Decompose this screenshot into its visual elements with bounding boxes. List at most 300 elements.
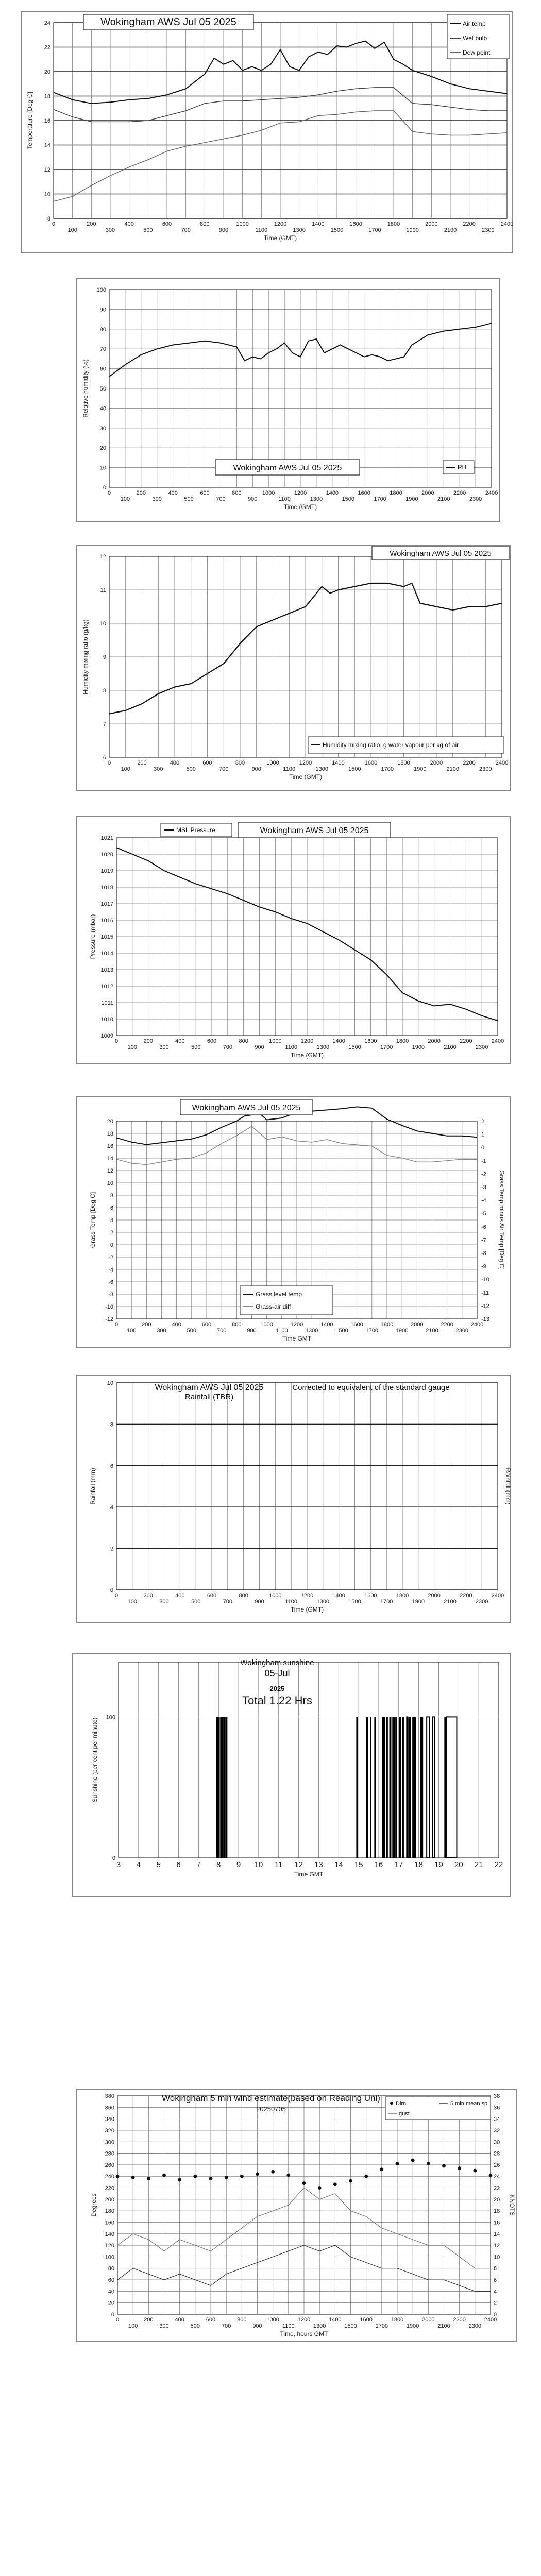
wind-chart — [77, 2090, 518, 2343]
y-tick-label: 18 — [44, 93, 50, 100]
pressure-chart — [77, 817, 512, 1065]
legend-entry: Air temp — [463, 20, 486, 27]
x-tick-label: 1900 — [412, 1044, 425, 1050]
legend-entry: 5 min mean sp — [450, 2100, 488, 2107]
direction-point — [302, 2181, 306, 2185]
x-tick-label: 1600 — [349, 221, 362, 227]
y-tick-label: 120 — [105, 2243, 114, 2249]
y-tick-label: 1010 — [100, 1016, 113, 1023]
chart-title-box — [83, 14, 253, 30]
x-tick-label: 1100 — [282, 2323, 295, 2329]
x-tick-label: 1100 — [283, 766, 296, 772]
y2-tick-label: 8 — [494, 2265, 497, 2272]
y-tick-label: 1020 — [100, 852, 113, 858]
x-tick-label: 700 — [181, 227, 191, 233]
x-tick-label: 20 — [454, 1860, 463, 1869]
y-tick-label: 12 — [44, 167, 50, 173]
chart-title: Wokingham 5 min wind estimate(based on Reading Uni) — [162, 2093, 380, 2103]
x-tick-label: 600 — [201, 1321, 212, 1328]
chart-title: Wokingham AWS Jul 05 2025 — [192, 1104, 301, 1112]
x-tick-label: 1900 — [406, 2323, 419, 2329]
x-tick-label: 6 — [176, 1860, 181, 1869]
x-tick-label: 0 — [115, 2317, 120, 2323]
y2-tick-label: -7 — [481, 1237, 486, 1244]
y-tick-label: 8 — [110, 1421, 113, 1428]
y2-tick-label: 0 — [494, 2312, 497, 2318]
x-tick-label: 100 — [128, 2323, 138, 2329]
direction-point — [442, 2164, 446, 2168]
wind-chart-panel — [76, 2089, 517, 2342]
sunshine-bar — [433, 1717, 435, 1858]
x-tick-label: 500 — [191, 1044, 201, 1050]
y-tick-label: 24 — [44, 20, 50, 26]
x-tick-label: 500 — [190, 2323, 200, 2329]
x-tick-label: 300 — [157, 1328, 166, 1334]
y-tick-label: 80 — [99, 326, 106, 333]
y2-tick-label: 26 — [494, 2162, 500, 2168]
chart-title-box — [215, 460, 360, 475]
y-tick-label: 4 — [110, 1504, 113, 1511]
x-tick-label: 1800 — [380, 1321, 394, 1328]
y-tick-label: 220 — [105, 2185, 114, 2192]
x-tick-label: 2200 — [463, 221, 476, 227]
y2-tick-label: 6 — [494, 2277, 497, 2284]
x-tick-label: 1800 — [396, 1592, 409, 1599]
x-tick-label: 2400 — [485, 490, 498, 496]
x-tick-label: 12 — [294, 1860, 303, 1869]
y2-tick-label: -10 — [481, 1277, 489, 1283]
x-tick-label: 3 — [116, 1860, 121, 1869]
x-tick-label: 0 — [107, 760, 111, 766]
chart-subtitle: 05-Jul — [264, 1668, 290, 1679]
x-tick-label: 2100 — [437, 496, 450, 502]
x-tick-label: 2100 — [437, 2323, 450, 2329]
x-tick-label: 400 — [172, 1321, 181, 1328]
y2-tick-label: -4 — [481, 1197, 486, 1204]
sunshine-bar — [407, 1717, 408, 1858]
x-tick-label: 2000 — [430, 760, 443, 766]
x-tick-label: 300 — [105, 227, 115, 233]
x-tick-label: 300 — [152, 496, 162, 502]
y2-tick-label: -13 — [481, 1316, 489, 1323]
x-tick-label: 700 — [216, 496, 226, 502]
x-tick-label: 1300 — [316, 1599, 330, 1605]
x-tick-label: 1200 — [297, 2317, 311, 2323]
x-tick-label: 2200 — [463, 760, 476, 766]
x-tick-label: 200 — [144, 2317, 154, 2323]
x-tick-label: 1500 — [330, 227, 344, 233]
x-tick-label: 1300 — [310, 496, 323, 502]
x-tick-label: 1300 — [305, 1328, 318, 1334]
y-tick-label: 9 — [103, 654, 106, 660]
x-tick-label: 1900 — [412, 1599, 425, 1605]
direction-point — [271, 2170, 275, 2174]
y-tick-label: 300 — [105, 2139, 114, 2146]
x-tick-label: 1000 — [260, 1321, 273, 1328]
y2-axis-label: KNOTS — [509, 2194, 516, 2216]
x-tick-label: 2200 — [453, 490, 466, 496]
x-axis-label: Time GMT — [282, 1335, 312, 1342]
direction-point — [364, 2175, 368, 2178]
x-tick-label: 1200 — [299, 760, 312, 766]
humidity-chart — [77, 279, 501, 523]
x-tick-label: 1000 — [269, 1592, 282, 1599]
chart-title: Wokingham AWS Jul 05 2025 — [155, 1383, 264, 1392]
y2-tick-label: -1 — [481, 1158, 486, 1164]
x-tick-label: 1600 — [364, 1038, 377, 1044]
x-tick-label: 1900 — [406, 227, 419, 233]
x-tick-label: 400 — [175, 2317, 184, 2323]
direction-point — [380, 2167, 383, 2171]
x-tick-label: 900 — [248, 496, 258, 502]
direction-point — [240, 2175, 244, 2178]
x-tick-label: 2400 — [495, 760, 509, 766]
x-tick-label: 1400 — [312, 221, 325, 227]
y-tick-label: 10 — [99, 465, 106, 471]
y-tick-label: 1018 — [100, 885, 113, 891]
y-tick-label: 6 — [110, 1463, 113, 1469]
x-tick-label: 600 — [207, 1038, 217, 1044]
legend-entry: Dirn — [396, 2100, 407, 2107]
x-tick-label: 1200 — [300, 1038, 314, 1044]
x-tick-label: 2300 — [468, 2323, 482, 2329]
x-tick-label: 2100 — [446, 766, 459, 772]
x-tick-label: 14 — [334, 1860, 343, 1869]
x-tick-label: 1800 — [390, 490, 402, 496]
x-tick-label: 400 — [175, 1038, 185, 1044]
y-axis-label: Rainfall (mm) — [89, 1468, 96, 1505]
x-tick-label: 1700 — [380, 1599, 393, 1605]
y-tick-label: 100 — [96, 287, 106, 293]
temperature-chart-panel — [21, 11, 513, 253]
chart-title: Wokingham AWS Jul 05 2025 — [260, 826, 369, 835]
y-tick-label: 0 — [112, 1855, 115, 1861]
y2-tick-label: 2 — [481, 1118, 485, 1125]
y-tick-label: 340 — [105, 2116, 114, 2123]
x-tick-label: 700 — [223, 1599, 233, 1605]
chart-title: Wokingham AWS Jul 05 2025 — [100, 16, 236, 28]
x-tick-label: 900 — [218, 227, 229, 233]
x-tick-label: 1000 — [266, 2317, 279, 2323]
x-tick-label: 1100 — [285, 1599, 297, 1605]
y-tick-label: 140 — [105, 2231, 114, 2238]
chart-subtitle: 20250705 — [256, 2105, 286, 2113]
x-tick-label: 1900 — [395, 1328, 409, 1334]
x-tick-label: 500 — [184, 496, 194, 502]
y-tick-label: 380 — [105, 2093, 114, 2099]
y-tick-label: 100 — [105, 2254, 114, 2261]
x-tick-label: 1500 — [344, 2323, 357, 2329]
chart-title: Wokingham sunshine — [240, 1658, 314, 1667]
x-tick-label: 2000 — [425, 221, 438, 227]
x-tick-label: 1200 — [274, 221, 287, 227]
x-tick-label: 2400 — [470, 1321, 484, 1328]
x-tick-label: 1600 — [364, 1592, 377, 1599]
x-tick-label: 1900 — [405, 496, 418, 502]
x-tick-label: 1600 — [364, 760, 378, 766]
y2-tick-label: -5 — [481, 1211, 486, 1217]
x-tick-label: 21 — [474, 1860, 483, 1869]
chart-total: Total 1.22 Hrs — [242, 1694, 312, 1707]
direction-point — [349, 2179, 352, 2183]
y-tick-label: 8 — [103, 688, 106, 694]
direction-point — [209, 2177, 213, 2180]
x-tick-label: 800 — [232, 490, 242, 496]
x-tick-label: 2000 — [411, 1321, 424, 1328]
y-tick-label: 16 — [107, 1143, 113, 1149]
y2-tick-label: 18 — [494, 2208, 500, 2215]
x-tick-label: 400 — [124, 221, 134, 227]
y-tick-label: -10 — [105, 1304, 113, 1310]
x-tick-label: 800 — [232, 1321, 242, 1328]
y-axis-label: Grass Temp [Deg C] — [89, 1192, 96, 1248]
y-tick-label: 11 — [100, 587, 106, 594]
x-tick-label: 0 — [114, 1592, 119, 1599]
x-tick-label: 1000 — [266, 760, 279, 766]
x-tick-label: 500 — [186, 766, 196, 772]
y-tick-label: 180 — [105, 2208, 114, 2215]
y-tick-label: 100 — [106, 1714, 115, 1721]
y2-tick-label: -2 — [481, 1171, 486, 1178]
plot-area — [119, 1662, 499, 1858]
x-tick-label: 100 — [120, 496, 130, 502]
x-tick-label: 1800 — [387, 221, 400, 227]
direction-point — [116, 2175, 120, 2178]
x-tick-label: 2200 — [460, 1038, 472, 1044]
direction-point — [286, 2174, 290, 2177]
y-axis-label: Sunshine (per cent per minute) — [91, 1717, 98, 1803]
x-tick-label: 4 — [136, 1860, 141, 1869]
y-tick-label: 6 — [110, 1205, 113, 1211]
x-tick-label: 1300 — [293, 227, 306, 233]
x-tick-label: 2400 — [500, 221, 514, 227]
y-tick-label: -8 — [108, 1292, 113, 1298]
temperature-chart — [22, 12, 514, 255]
x-axis-label: Time (GMT) — [283, 503, 317, 511]
legend-swatch — [390, 2102, 393, 2105]
x-tick-label: 200 — [142, 1321, 151, 1328]
chart-title-box — [180, 1099, 312, 1115]
direction-point — [193, 2175, 197, 2178]
y2-tick-label: 38 — [494, 2093, 500, 2099]
y-tick-label: 80 — [108, 2265, 114, 2272]
x-tick-label: 400 — [168, 490, 178, 496]
x-tick-label: 1100 — [255, 227, 268, 233]
x-tick-label: 1700 — [365, 1328, 379, 1334]
y2-tick-label: -11 — [481, 1290, 489, 1296]
y-tick-label: 1021 — [100, 835, 113, 841]
x-tick-label: 1000 — [262, 490, 275, 496]
x-tick-label: 2000 — [428, 1038, 441, 1044]
x-tick-label: 400 — [170, 760, 180, 766]
legend-entry: RH — [458, 464, 467, 471]
x-tick-label: 900 — [251, 766, 261, 772]
x-tick-label: 1000 — [269, 1038, 282, 1044]
x-tick-label: 1800 — [396, 1038, 409, 1044]
chart-year: 2025 — [269, 1685, 285, 1692]
sunshine-bar — [427, 1717, 430, 1858]
y-tick-label: 260 — [105, 2162, 114, 2168]
x-tick-label: 100 — [127, 1044, 138, 1050]
x-tick-label: 10 — [254, 1860, 263, 1869]
y-tick-label: 10 — [107, 1380, 113, 1386]
y-tick-label: 8 — [47, 216, 50, 222]
x-tick-label: 1500 — [348, 1044, 361, 1050]
x-axis-label: Time (GMT) — [290, 1052, 324, 1059]
x-tick-label: 1400 — [332, 1592, 345, 1599]
y-axis-label: Temperature [Deg C] — [26, 92, 33, 149]
direction-point — [473, 2169, 477, 2173]
direction-point — [427, 2162, 430, 2165]
direction-point — [318, 2186, 322, 2190]
y-tick-label: 20 — [108, 2300, 114, 2307]
legend-entry: Grass-air diff — [256, 1303, 291, 1310]
y-tick-label: 90 — [99, 307, 106, 313]
chart-title: Wokingham AWS Jul 05 2025 — [390, 549, 492, 558]
x-tick-label: 17 — [394, 1860, 403, 1869]
x-tick-label: 200 — [136, 490, 146, 496]
x-tick-label: 1600 — [350, 1321, 363, 1328]
x-tick-label: 1400 — [329, 2317, 342, 2323]
y-tick-label: 1013 — [100, 967, 113, 973]
y2-tick-label: -3 — [481, 1184, 486, 1191]
x-tick-label: 300 — [159, 1599, 169, 1605]
x-tick-label: 600 — [162, 221, 172, 227]
x-tick-label: 700 — [223, 1044, 233, 1050]
x-tick-label: 1600 — [360, 2317, 373, 2323]
y2-tick-label: 1 — [481, 1131, 485, 1138]
direction-point — [411, 2159, 415, 2162]
y-tick-label: 1012 — [100, 984, 113, 990]
y-tick-label: 4 — [110, 1217, 113, 1224]
legend-entry: Grass level temp — [256, 1291, 302, 1298]
x-tick-label: 100 — [67, 227, 77, 233]
mixing-ratio-chart — [77, 546, 512, 792]
x-tick-label: 9 — [236, 1860, 241, 1869]
chart-subtitle: Rainfall (TBR) — [184, 1393, 234, 1401]
x-tick-label: 900 — [252, 2323, 262, 2329]
y2-tick-label: -6 — [481, 1224, 486, 1230]
y-tick-label: 2 — [110, 1546, 113, 1552]
y-tick-label: 40 — [99, 405, 106, 412]
direction-point — [458, 2166, 461, 2170]
y-tick-label: 1014 — [100, 951, 113, 957]
x-tick-label: 600 — [206, 2317, 216, 2323]
x-tick-label: 1100 — [285, 1044, 297, 1050]
x-tick-label: 2300 — [479, 766, 492, 772]
x-tick-label: 1400 — [332, 760, 345, 766]
x-tick-label: 800 — [239, 1038, 248, 1044]
x-tick-label: 700 — [216, 1328, 227, 1334]
y-tick-label: 280 — [105, 2150, 114, 2157]
x-tick-label: 11 — [274, 1860, 283, 1869]
direction-point — [333, 2182, 337, 2186]
y2-tick-label: 12 — [494, 2243, 500, 2249]
y-tick-label: -2 — [108, 1255, 113, 1261]
y-tick-label: 7 — [103, 721, 106, 727]
x-tick-label: 1600 — [358, 490, 370, 496]
x-axis-label: Time, hours GMT — [280, 2330, 328, 2337]
y-tick-label: 18 — [107, 1131, 113, 1137]
x-tick-label: 600 — [200, 490, 210, 496]
x-tick-label: 1400 — [332, 1038, 345, 1044]
x-tick-label: 8 — [216, 1860, 221, 1869]
y-axis-label: Degrees — [90, 2193, 97, 2217]
x-tick-label: 1800 — [397, 760, 410, 766]
x-tick-label: 1000 — [236, 221, 249, 227]
x-tick-label: 1100 — [276, 1328, 288, 1334]
y2-tick-label: 30 — [494, 2139, 500, 2146]
y-tick-label: 12 — [99, 554, 106, 560]
legend-entry: Wet bulb — [463, 35, 487, 42]
y-tick-label: 20 — [99, 445, 106, 452]
y2-tick-label: -12 — [481, 1303, 489, 1310]
y2-tick-label: 2 — [494, 2300, 497, 2307]
y-axis-label: Relative humidity (%) — [82, 359, 89, 418]
x-tick-label: 1200 — [294, 490, 307, 496]
x-tick-label: 2200 — [453, 2317, 466, 2323]
y2-tick-label: 28 — [494, 2150, 500, 2157]
x-tick-label: 16 — [374, 1860, 383, 1869]
y2-tick-label: 10 — [494, 2254, 500, 2261]
x-axis-label: Time (GMT) — [289, 773, 323, 781]
y2-tick-label: 4 — [494, 2289, 497, 2295]
y-tick-label: 1016 — [100, 918, 113, 924]
y-tick-label: 1019 — [100, 868, 113, 874]
sunshine-chart — [73, 1654, 512, 1898]
y-tick-label: 14 — [107, 1156, 113, 1162]
direction-point — [162, 2174, 166, 2177]
x-tick-label: 900 — [255, 1599, 264, 1605]
y2-tick-label: 22 — [494, 2185, 500, 2192]
x-tick-label: 2300 — [475, 1044, 488, 1050]
x-tick-label: 200 — [143, 1038, 153, 1044]
x-tick-label: 100 — [126, 1328, 137, 1334]
y-tick-label: 40 — [108, 2289, 114, 2295]
x-tick-label: 1500 — [342, 496, 354, 502]
x-tick-label: 800 — [239, 1592, 248, 1599]
direction-point — [256, 2172, 259, 2176]
x-tick-label: 100 — [121, 766, 130, 772]
y-tick-label: -4 — [108, 1267, 113, 1273]
y-tick-label: -12 — [105, 1316, 113, 1323]
x-tick-label: 2100 — [444, 1044, 457, 1050]
x-tick-label: 800 — [235, 760, 245, 766]
y-tick-label: 1009 — [100, 1033, 113, 1039]
x-tick-label: 2000 — [422, 2317, 435, 2323]
y-tick-label: 160 — [105, 2219, 114, 2226]
y2-tick-label: 24 — [494, 2174, 500, 2180]
x-tick-label: 600 — [202, 760, 212, 766]
y2-tick-label: -9 — [481, 1263, 486, 1270]
y-tick-label: 0 — [111, 2312, 114, 2318]
x-tick-label: 1500 — [348, 766, 361, 772]
x-tick-label: 1400 — [326, 490, 339, 496]
direction-point — [225, 2176, 228, 2179]
y-tick-label: 10 — [107, 1180, 113, 1187]
x-tick-label: 5 — [156, 1860, 161, 1869]
y-tick-label: 2 — [110, 1230, 113, 1236]
x-tick-label: 500 — [187, 1328, 197, 1334]
direction-point — [489, 2174, 493, 2177]
x-tick-label: 2300 — [482, 227, 495, 233]
x-tick-label: 400 — [175, 1592, 185, 1599]
x-tick-label: 19 — [434, 1860, 443, 1869]
y2-tick-label: -8 — [481, 1250, 486, 1257]
y2-tick-label: 34 — [494, 2116, 500, 2123]
y-tick-label: 14 — [44, 142, 50, 149]
x-tick-label: 900 — [255, 1044, 264, 1050]
